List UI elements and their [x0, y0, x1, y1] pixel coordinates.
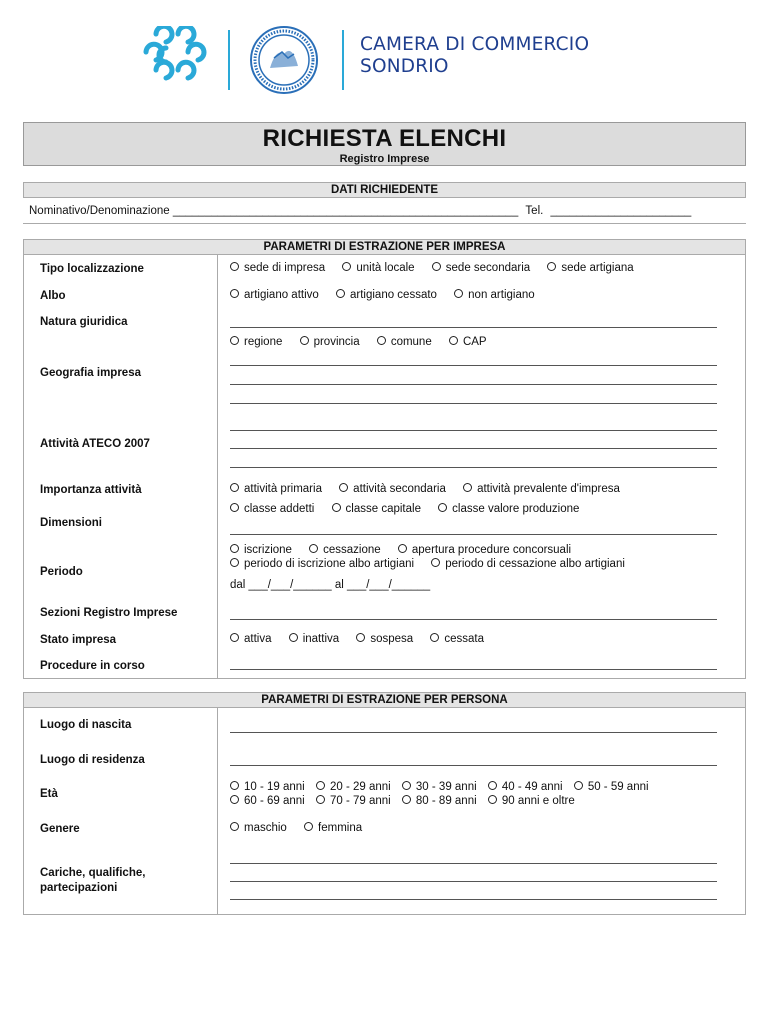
impresa-parameters-table — [23, 254, 746, 679]
option-label: 70 - 79 anni — [329, 795, 391, 807]
periodo-date-range[interactable]: dal ___/___/______ al ___/___/______ — [230, 579, 431, 591]
importanza-options — [230, 483, 634, 495]
option-periodo-iscrizione-albo[interactable] — [230, 558, 414, 570]
radio-icon — [377, 336, 386, 345]
radio-icon — [336, 289, 345, 298]
sezioni-field[interactable] — [230, 619, 717, 620]
radio-icon — [289, 633, 298, 642]
divider — [23, 223, 746, 224]
radio-icon — [309, 544, 318, 553]
ateco-field-3[interactable] — [230, 467, 717, 468]
radio-icon — [449, 336, 458, 345]
tipo-localizzazione-options — [230, 262, 648, 274]
tel-field[interactable]: ______________________ — [550, 205, 692, 217]
radio-icon — [574, 781, 583, 790]
org-name-line2: SONDRIO — [360, 56, 449, 77]
persona-parameters-table — [23, 707, 746, 915]
radio-icon — [432, 262, 441, 271]
option-classe-capitale[interactable] — [332, 503, 421, 515]
radio-icon — [230, 503, 239, 512]
option-label: non artigiano — [468, 289, 535, 301]
option-periodo-cessazione-albo[interactable] — [431, 558, 625, 570]
option-sede-secondaria[interactable] — [432, 262, 530, 274]
option-label: regione — [244, 336, 283, 348]
geografia-options — [230, 336, 501, 348]
column-divider — [217, 255, 218, 678]
radio-icon — [488, 781, 497, 790]
option-maschio[interactable] — [230, 822, 287, 834]
radio-icon — [230, 289, 239, 298]
nominativo-label: Nominativo/Denominazione — [29, 205, 170, 217]
organization-name — [360, 34, 589, 78]
luogo-residenza-field[interactable] — [230, 765, 717, 766]
radio-icon — [316, 781, 325, 790]
header-separator — [342, 30, 344, 90]
option-label: artigiano attivo — [244, 289, 319, 301]
periodo-options-row1 — [230, 544, 585, 556]
option-sede-impresa[interactable] — [230, 262, 325, 274]
luogo-nascita-field[interactable] — [230, 732, 717, 733]
option-label: attiva — [244, 633, 272, 645]
ateco-field-2[interactable] — [230, 448, 717, 449]
option-comune[interactable] — [377, 336, 432, 348]
radio-icon — [230, 336, 239, 345]
radio-icon — [431, 558, 440, 567]
option-label: 90 anni e oltre — [501, 795, 575, 807]
nominativo-row — [29, 205, 691, 217]
radio-icon — [398, 544, 407, 553]
option-femmina[interactable] — [304, 822, 362, 834]
org-name-line1: CAMERA DI COMMERCIO — [360, 34, 590, 55]
option-label: sospesa — [370, 633, 414, 645]
eta-label: Età — [40, 788, 58, 800]
radio-icon — [230, 558, 239, 567]
option-regione[interactable] — [230, 336, 282, 348]
option-label: apertura procedure concorsuali — [411, 544, 572, 556]
option-sede-artigiana[interactable] — [547, 262, 633, 274]
genere-options — [230, 822, 376, 834]
eta-options-row1 — [230, 781, 649, 793]
option-label: classe capitale — [345, 503, 421, 515]
radio-icon — [300, 336, 309, 345]
radio-icon — [304, 822, 313, 831]
tipo-localizzazione-label: Tipo localizzazione — [40, 263, 144, 275]
radio-icon — [402, 795, 411, 804]
luogo-residenza-label: Luogo di residenza — [40, 754, 145, 766]
option-attivita-prevalente[interactable] — [463, 483, 620, 495]
natura-giuridica-field[interactable] — [230, 327, 717, 328]
radio-icon — [332, 503, 341, 512]
option-eta-80-89[interactable] — [402, 795, 477, 807]
option-artigiano-attivo[interactable] — [230, 289, 319, 301]
option-unita-locale[interactable] — [342, 262, 414, 274]
dimensioni-options — [230, 503, 593, 515]
option-provincia[interactable] — [300, 336, 360, 348]
geografia-field-1[interactable] — [230, 365, 717, 366]
radio-icon — [230, 633, 239, 642]
option-label: sede secondaria — [445, 262, 531, 274]
option-classe-valore-produzione[interactable] — [438, 503, 579, 515]
option-eta-60-69[interactable] — [230, 795, 305, 807]
radio-icon — [488, 795, 497, 804]
procedure-field[interactable] — [230, 669, 717, 670]
periodo-options-row2 — [230, 558, 639, 570]
radio-icon — [430, 633, 439, 642]
option-iscrizione[interactable] — [230, 544, 292, 556]
radio-icon — [454, 289, 463, 298]
nominativo-field[interactable]: ______________________________________________________ — [172, 205, 519, 217]
dimensioni-field[interactable] — [230, 534, 717, 535]
option-label: periodo di cessazione albo artigiani — [445, 558, 625, 570]
geografia-label: Geografia impresa — [40, 367, 141, 379]
option-label: cessazione — [323, 544, 381, 556]
option-label: periodo di iscrizione albo artigiani — [244, 558, 415, 570]
option-eta-70-79[interactable] — [316, 795, 391, 807]
option-artigiano-cessato[interactable] — [336, 289, 437, 301]
section-heading-richiedente: DATI RICHIEDENTE — [23, 182, 746, 198]
stato-impresa-options — [230, 633, 498, 645]
option-label: classe valore produzione — [452, 503, 580, 515]
option-label: attività secondaria — [353, 483, 446, 495]
form-title-box — [23, 122, 746, 166]
cariche-field-2[interactable] — [230, 881, 717, 882]
cariche-label-line1: Cariche, qualifiche, — [40, 867, 146, 879]
option-label: inattiva — [302, 633, 340, 645]
option-label: 30 - 39 anni — [415, 781, 477, 793]
option-label: iscrizione — [244, 544, 292, 556]
option-cap[interactable] — [449, 336, 487, 348]
option-attivita-secondaria[interactable] — [339, 483, 446, 495]
tel-label: Tel. — [525, 205, 544, 217]
natura-giuridica-label: Natura giuridica — [40, 316, 128, 328]
option-label: attività prevalente d'impresa — [477, 483, 620, 495]
option-label: sede artigiana — [561, 262, 634, 274]
periodo-label: Periodo — [40, 566, 83, 578]
header-separator — [228, 30, 230, 90]
option-label: 80 - 89 anni — [415, 795, 477, 807]
sezioni-label: Sezioni Registro Imprese — [40, 607, 178, 619]
option-label: 60 - 69 anni — [244, 795, 305, 807]
option-label: femmina — [318, 822, 363, 834]
option-eta-40-49[interactable] — [488, 781, 563, 793]
option-label: 40 - 49 anni — [501, 781, 563, 793]
section-heading-persona: PARAMETRI DI ESTRAZIONE PER PERSONA — [23, 692, 746, 708]
radio-icon — [342, 262, 351, 271]
form-subtitle: Registro Imprese — [339, 153, 430, 165]
option-eta-90-oltre[interactable] — [488, 795, 575, 807]
albo-options — [230, 289, 549, 301]
cariche-field-1[interactable] — [230, 863, 717, 864]
radio-icon — [402, 781, 411, 790]
procedure-label: Procedure in corso — [40, 660, 145, 672]
option-label: classe addetti — [244, 503, 315, 515]
radio-icon — [356, 633, 365, 642]
option-label: maschio — [244, 822, 287, 834]
geografia-field-3[interactable] — [230, 403, 717, 404]
geografia-field-2[interactable] — [230, 384, 717, 385]
chamber-of-commerce-logo — [136, 26, 208, 88]
option-eta-50-59[interactable] — [574, 781, 649, 793]
option-label: CAP — [462, 336, 487, 348]
option-eta-10-19[interactable] — [230, 781, 305, 793]
option-label: provincia — [313, 336, 360, 348]
option-label: 20 - 29 anni — [329, 781, 391, 793]
option-label: cessata — [444, 633, 485, 645]
ateco-field-1[interactable] — [230, 430, 717, 431]
sondrio-seal-logo — [248, 24, 320, 96]
form-title: RICHIESTA ELENCHI — [262, 125, 507, 152]
option-classe-addetti[interactable] — [230, 503, 314, 515]
option-label: artigiano cessato — [350, 289, 437, 301]
option-inattiva[interactable] — [289, 633, 339, 645]
albo-label: Albo — [40, 290, 66, 302]
radio-icon — [230, 795, 239, 804]
option-label: attività primaria — [244, 483, 322, 495]
option-eta-30-39[interactable] — [402, 781, 477, 793]
option-cessazione[interactable] — [309, 544, 381, 556]
option-label: 10 - 19 anni — [244, 781, 305, 793]
radio-icon — [463, 483, 472, 492]
luogo-nascita-label: Luogo di nascita — [40, 719, 132, 731]
option-attivita-primaria[interactable] — [230, 483, 322, 495]
genere-label: Genere — [40, 823, 80, 835]
option-cessata[interactable] — [430, 633, 484, 645]
radio-icon — [339, 483, 348, 492]
stato-impresa-label: Stato impresa — [40, 634, 117, 646]
radio-icon — [230, 483, 239, 492]
radio-icon — [230, 781, 239, 790]
radio-icon — [230, 822, 239, 831]
option-eta-20-29[interactable] — [316, 781, 391, 793]
importanza-label: Importanza attività — [40, 484, 142, 496]
ateco-label: Attività ATECO 2007 — [40, 438, 150, 450]
column-divider — [217, 708, 218, 914]
dimensioni-label: Dimensioni — [40, 517, 102, 529]
option-sospesa[interactable] — [356, 633, 413, 645]
option-label: unità locale — [356, 262, 415, 274]
option-non-artigiano[interactable] — [454, 289, 535, 301]
eta-options-row2 — [230, 795, 575, 807]
option-label: sede di impresa — [244, 262, 326, 274]
radio-icon — [438, 503, 447, 512]
radio-icon — [230, 544, 239, 553]
radio-icon — [230, 262, 239, 271]
cariche-label-line2: partecipazioni — [40, 882, 118, 894]
option-label: comune — [390, 336, 432, 348]
radio-icon — [316, 795, 325, 804]
cariche-field-3[interactable] — [230, 899, 717, 900]
radio-icon — [547, 262, 556, 271]
option-attiva[interactable] — [230, 633, 272, 645]
option-apertura-procedure[interactable] — [398, 544, 571, 556]
page-header — [130, 20, 650, 100]
section-heading-impresa: PARAMETRI DI ESTRAZIONE PER IMPRESA — [23, 239, 746, 255]
option-label: 50 - 59 anni — [587, 781, 649, 793]
